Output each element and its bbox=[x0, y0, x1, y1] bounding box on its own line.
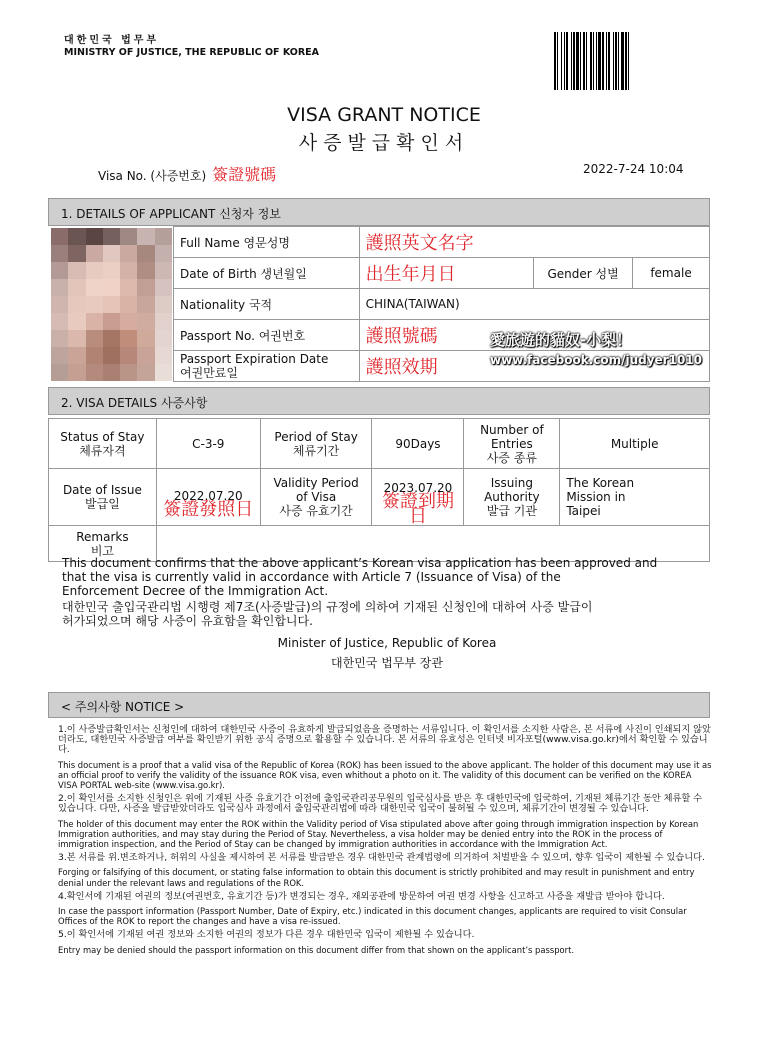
notice-item-3: 3.본 서류를 위.변조하거나, 허위의 사실을 제시하여 본 서류를 발급받은 경우 대한민국 관계법령에 의거하여 처벌받을 수 있으며, 향후 입국이 제한될 수 있습니다. Forging or falsifying of this document, or stating false information to obtain this document is strictly prohibited and may result in punishment and entry denial under the relevant laws and regulations of the ROK. bbox=[58, 852, 705, 888]
photo-mosaic-cell bbox=[155, 245, 172, 262]
photo-mosaic-cell bbox=[68, 228, 85, 245]
watermark-line-2: www.facebook.com/judyer1010 bbox=[490, 353, 703, 367]
photo-mosaic-cell bbox=[86, 262, 103, 279]
photo-mosaic-cell bbox=[155, 313, 172, 330]
nationality-value: CHINA(TAIWAN) bbox=[359, 289, 709, 320]
photo-mosaic-cell bbox=[68, 313, 85, 330]
photo-mosaic-cell bbox=[137, 279, 154, 296]
photo-mosaic-cell bbox=[137, 364, 154, 381]
document-title-korean: 사증발급확인서 bbox=[298, 132, 470, 154]
photo-mosaic-cell bbox=[86, 330, 103, 347]
photo-mosaic-cell bbox=[103, 364, 120, 381]
signer-korean: 대한민국 법무부 장관 bbox=[331, 656, 443, 670]
validity-period-value: 2023.07.20 簽證到期日 bbox=[372, 469, 464, 526]
date-of-issue-label: Date of Issue 발급일 bbox=[49, 469, 157, 526]
photo-mosaic-cell bbox=[103, 279, 120, 296]
issued-datetime: 2022-7-24 10:04 bbox=[583, 162, 684, 176]
photo-mosaic-cell bbox=[68, 245, 85, 262]
photo-mosaic-cell bbox=[103, 296, 120, 313]
photo-mosaic-cell bbox=[120, 262, 137, 279]
photo-mosaic-cell bbox=[120, 313, 137, 330]
status-of-stay-label: Status of Stay 체류자격 bbox=[49, 419, 157, 469]
photo-mosaic-cell bbox=[155, 296, 172, 313]
photo-mosaic-cell bbox=[51, 347, 68, 364]
photo-mosaic-cell bbox=[103, 313, 120, 330]
visa-number bbox=[98, 162, 276, 185]
photo-mosaic-cell bbox=[86, 228, 103, 245]
photo-mosaic-cell bbox=[68, 262, 85, 279]
photo-mosaic-cell bbox=[51, 364, 68, 381]
photo-mosaic-cell bbox=[137, 228, 154, 245]
applicant-photo-blurred bbox=[51, 228, 172, 381]
visa-number-value: 簽證號碼 bbox=[212, 165, 277, 184]
photo-mosaic-cell bbox=[86, 296, 103, 313]
photo-mosaic-cell bbox=[51, 279, 68, 296]
photo-mosaic-cell bbox=[103, 330, 120, 347]
barcode-bar bbox=[629, 32, 631, 90]
notice-item-4: 4.확인서에 기재된 여권의 정보(여권번호, 유효기간 등)가 변경되는 경우, 재외공관에 방문하여 여권 변경 사항을 신고하고 사증을 재발급 받아야 합니다. In case the passport information (Passport Number, Date of Expiry, etc.) indicated in this document changes, applicants are required to visit Consular Offices of the ROK to report the changes and have a visa re-issued. bbox=[58, 890, 687, 927]
photo-mosaic-cell bbox=[51, 245, 68, 262]
photo-mosaic-cell bbox=[155, 279, 172, 296]
photo-mosaic-cell bbox=[155, 262, 172, 279]
issuing-authority-value: The Korean Mission in Taipei bbox=[560, 469, 710, 526]
photo-mosaic-cell bbox=[86, 245, 103, 262]
confirmation-statement: This document confirms that the above applicant’s Korean visa application has been approved and that the visa is currently valid in accordance with Article 7 (Issuance of Visa) of the Enforcement Decree of the Immigration Act. 대한민국 출입국관리법 시행령 제7조(사증발급)의 규정에 의하여 기재된 신청인에 대하여 사증 발급이 허가되었으며 해당 사증이 유효함을 확인합니다. Minister of Justice, Republic of Korea 대한민국 법무부 장관 bbox=[62, 556, 712, 670]
notice-header: < 주의사항 NOTICE > bbox=[48, 692, 710, 718]
photo-mosaic-cell bbox=[68, 279, 85, 296]
visa-details-table bbox=[48, 418, 710, 562]
photo-mosaic-cell bbox=[137, 296, 154, 313]
signer-english: Minister of Justice, Republic of Korea bbox=[277, 636, 497, 650]
notice-item-2: 2.이 확인서를 소지한 신청인은 위에 기재된 사증 유효기간 이전에 출입국관리공무원의 입국심사를 받은 후 대한민국에 입국하여, 기재된 체류기간 동안 체류할 수 있습니다. 다만, 사증을 발급받았더라도 입국심사 과정에서 출입국관리법에 따라 대한민국 입국이 불허될 수 있으며, 체류기간이 변경될 수 있습니다. The holder of this document may enter the ROK within the Validity period of Visa stipulated above after going through immigration inspection by Korean Immigration authorities, and may stay during the Period of Stay. Nevertheless, a visa holder may be denied entry into the ROK in the process of immigration inspection, and the Period of Stay can be changed by immigration authorities in accordance with the Immigration Act. bbox=[58, 793, 703, 850]
period-of-stay-value: 90Days bbox=[372, 419, 464, 469]
notice-item-1: 1.이 사증발급확인서는 신청인에 대하여 대한민국 사증이 유효하게 발급되었음을 증명하는 서류입니다. 이 확인서를 소지한 사람은, 본 서류에 사진이 인쇄되지 않았더라도, 대한민국 사증발급 여부를 확인받기 위한 공식 증명으로 활용할 수 있습니다. 본 서류의 유효성은 인터넷 비자포털(www.visa.go.kr)에서 확인할 수 있습니다. This document is a proof that a valid visa of the Republic of Korea (ROK) has been issued to the above applicant. The holder of this document may use it as an official proof to verify the validity of the issuance ROK visa, even whithout a photo on it. The validity of this document can be verified on the KOREA VISA PORTAL web-site (www.visa.go.kr). bbox=[58, 724, 712, 791]
photo-mosaic-cell bbox=[155, 347, 172, 364]
watermark-line-1: 愛旅遊的貓奴-小梨！ bbox=[490, 331, 632, 349]
full-name-label: Full Name 영문성명 bbox=[174, 227, 360, 258]
photo-mosaic-cell bbox=[120, 296, 137, 313]
gender-label: Gender 성별 bbox=[534, 258, 633, 289]
photo-mosaic-cell bbox=[86, 347, 103, 364]
photo-mosaic-cell bbox=[155, 364, 172, 381]
photo-mosaic-cell bbox=[86, 279, 103, 296]
date-of-issue-value: 2022.07.20 簽證發照日 bbox=[156, 469, 260, 526]
remarks-label: Remarks 비고 bbox=[49, 526, 157, 562]
photo-mosaic-cell bbox=[137, 330, 154, 347]
entries-label: Number of Entries 사증 종류 bbox=[464, 419, 560, 469]
issuing-authority-label: Issuing Authority 발급 기관 bbox=[464, 469, 560, 526]
validity-period-label: Validity Period of Visa 사증 유효기간 bbox=[260, 469, 372, 526]
document-title-english: VISA GRANT NOTICE bbox=[287, 104, 481, 126]
notice-body bbox=[58, 725, 713, 955]
watermark bbox=[490, 330, 702, 370]
photo-mosaic-cell bbox=[103, 245, 120, 262]
gender-value: female bbox=[633, 258, 710, 289]
date-of-issue-note: 簽證發照日 bbox=[163, 498, 254, 520]
photo-mosaic-cell bbox=[137, 245, 154, 262]
photo-mosaic-cell bbox=[86, 313, 103, 330]
passport-expiration-value: 護照效期 bbox=[359, 351, 709, 382]
photo-mosaic-cell bbox=[137, 262, 154, 279]
nationality-label: Nationality 국적 bbox=[174, 289, 360, 320]
photo-mosaic-cell bbox=[51, 330, 68, 347]
ministry-english: MINISTRY OF JUSTICE, THE REPUBLIC OF KOREA bbox=[64, 47, 319, 58]
dob-value: 出生年月日 bbox=[359, 258, 534, 289]
photo-mosaic-cell bbox=[120, 245, 137, 262]
section-visa-details-header: 2. VISA DETAILS 사증사항 bbox=[48, 387, 710, 415]
passport-number-label: Passport No. 여권번호 bbox=[174, 320, 360, 351]
photo-mosaic-cell bbox=[68, 330, 85, 347]
photo-mosaic-cell bbox=[137, 347, 154, 364]
ministry-korean: 대한민국 법무부 bbox=[64, 35, 160, 46]
photo-mosaic-cell bbox=[120, 347, 137, 364]
photo-mosaic-cell bbox=[137, 313, 154, 330]
status-of-stay-value: C-3-9 bbox=[156, 419, 260, 469]
photo-mosaic-cell bbox=[51, 313, 68, 330]
photo-mosaic-cell bbox=[51, 228, 68, 245]
passport-number-value: 護照號碼 bbox=[359, 320, 709, 351]
photo-mosaic-cell bbox=[68, 347, 85, 364]
photo-mosaic-cell bbox=[103, 262, 120, 279]
passport-expiration-label: Passport Expiration Date 여권만료일 bbox=[174, 351, 360, 382]
photo-mosaic-cell bbox=[120, 228, 137, 245]
notice-item-5: 5.이 확인서에 기재된 여권 정보와 소지한 여권의 정보가 다른 경우 대한민국 입국이 제한될 수 있습니다. Entry may be denied should the passport information on this document differ from that shown on the applicant’s passport. bbox=[58, 929, 575, 955]
photo-mosaic-cell bbox=[103, 347, 120, 364]
photo-mosaic-cell bbox=[155, 228, 172, 245]
full-name-value: 護照英文名字 bbox=[359, 227, 709, 258]
validity-period-note: 簽證到期日 bbox=[381, 491, 454, 527]
photo-mosaic-cell bbox=[68, 296, 85, 313]
entries-value: Multiple bbox=[560, 419, 710, 469]
period-of-stay-label: Period of Stay 체류기간 bbox=[260, 419, 372, 469]
photo-mosaic-cell bbox=[155, 330, 172, 347]
photo-mosaic-cell bbox=[68, 364, 85, 381]
photo-mosaic-cell bbox=[51, 296, 68, 313]
dob-label: Date of Birth 생년월일 bbox=[174, 258, 360, 289]
photo-mosaic-cell bbox=[103, 228, 120, 245]
photo-mosaic-cell bbox=[120, 330, 137, 347]
photo-mosaic-cell bbox=[86, 364, 103, 381]
section-applicant-header: 1. DETAILS OF APPLICANT 신청자 정보 bbox=[48, 198, 710, 226]
visa-number-label: Visa No. (사증번호) bbox=[98, 169, 207, 183]
barcode bbox=[554, 32, 678, 90]
photo-mosaic-cell bbox=[51, 262, 68, 279]
photo-mosaic-cell bbox=[120, 364, 137, 381]
photo-mosaic-cell bbox=[120, 279, 137, 296]
